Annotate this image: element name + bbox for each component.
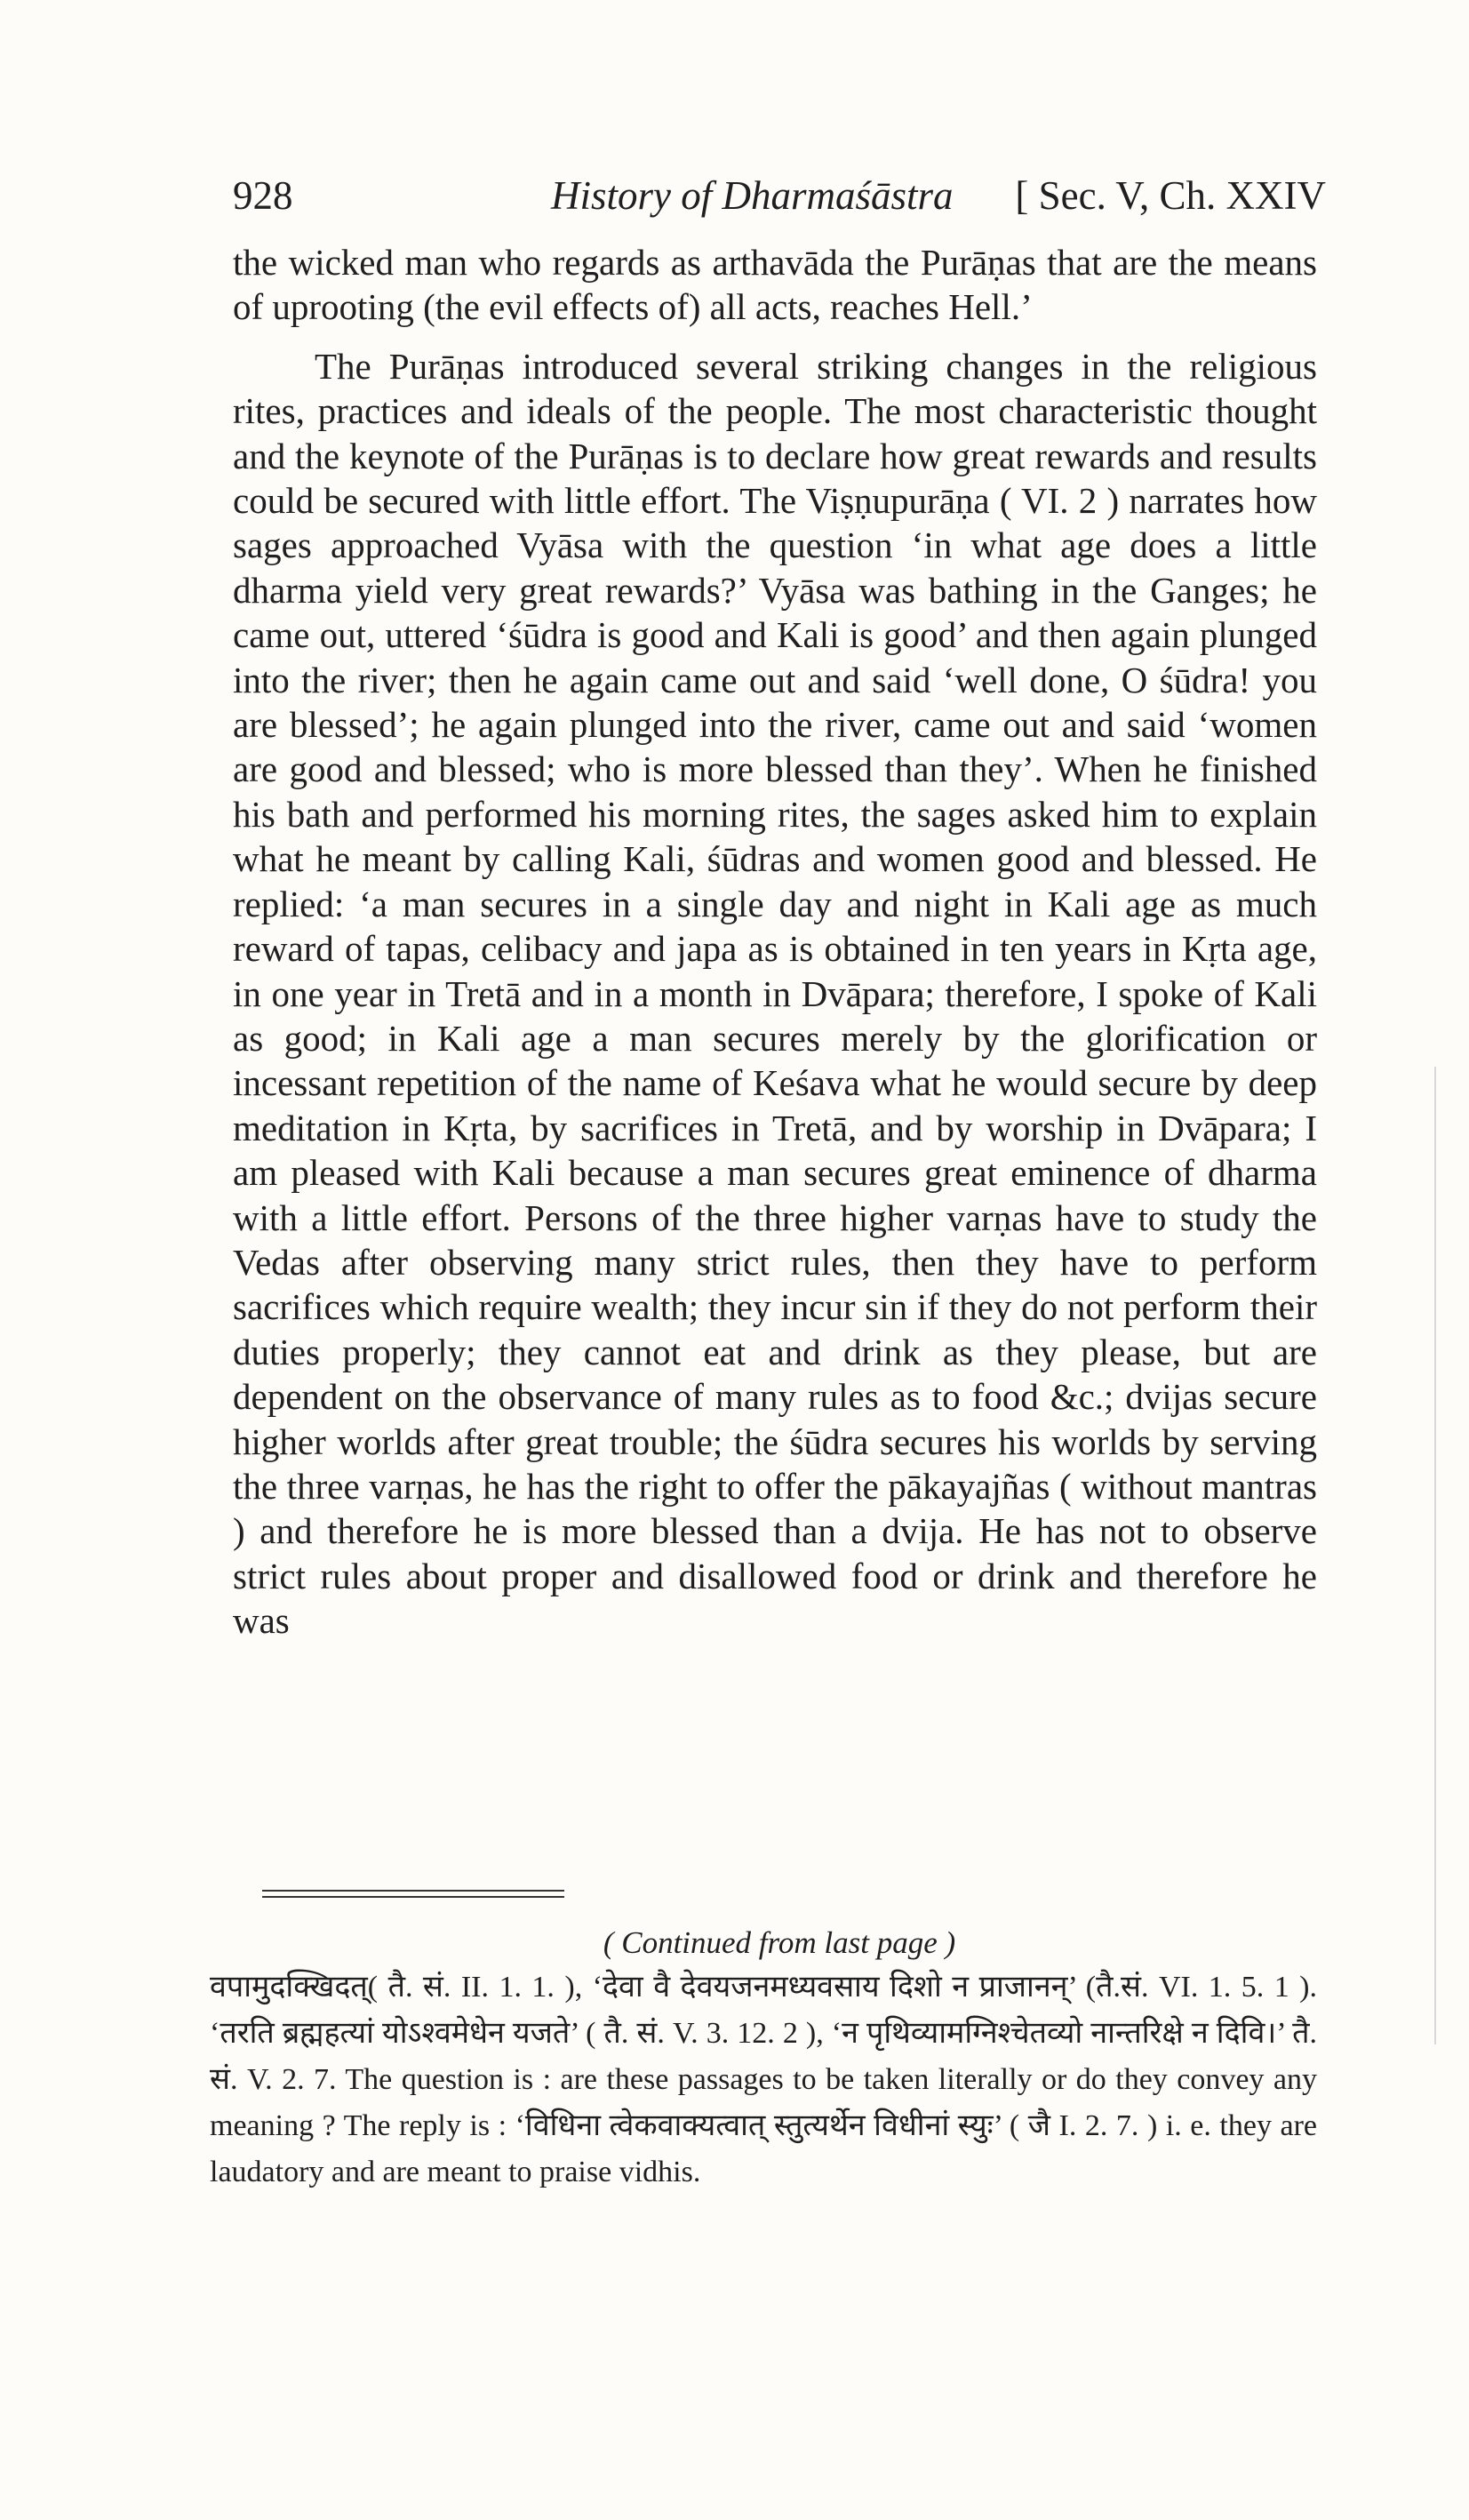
footnote-separator: [262, 1890, 564, 1898]
paragraph-puranas: The Purāṇas introduced several striking changes in the religious rites, practices and ideals of the people. The most characteristic thought and the keynote of the Purāṇas is to declare how great rewards and results could be secured with little effort. The Viṣṇupurāṇa ( VI. 2 ) narrates how sages approached Vyāsa with the question ‘in what age does a little dharma yield very great rewards?’ Vyāsa was bathing in the Ganges; he came out, uttered ‘śūdra is good and Kali is good’ and then again plunged into the river; then he again came out and said ‘well done, O śūdra! you are blessed’; he again plunged into the river, came out and said ‘women are good and blessed; who is more blessed than they’. When he finished his bath and performed his morning rites, the sages asked him to explain what he meant by calling Kali, śūdras and women good and blessed. He replied: ‘a man secures in a single day and night in Kali age as much reward of tapas, celibacy and japa as is obtained in ten years in Kṛta age, in one year in Tretā and in a month in Dvāpara; therefore, I spoke of Kali as good; in Kali age a man secures merely by the glorification or incessant repetition of the name of Keśava what he would secure by deep meditation in Kṛta, by sacrifices in Tretā, and by worship in Dvāpara; I am pleased with Kali because a man secures great eminence of dharma with a little effort. Persons of the three higher varṇas have to study the Vedas after observing many strict rules, then they have to perform sacrifices which require wealth; they incur sin if they do not perform their duties properly; they cannot eat and drink as they please, but are dependent on the observance of many rules as to food &c.; dvijas secure higher worlds after great trouble; the śūdra secures his worlds by serving the three varṇas, he has the right to offer the pākayajñas ( without mantras ) and therefore he is more blessed than a dvija. He has not to observe strict rules about proper and disallowed food or drink and therefore he was: [233, 345, 1317, 1642]
main-text: [233, 240, 1317, 1644]
footnote-text: वपामुदक्खिदत्( तै. सं. II. 1. 1. ), ‘देवा वै देवयजनमध्यवसाय दिशो न प्राजानन्’ (तै.सं. VI. 1. 5. 1 ). ‘तरति ब्रह्महत्यां योऽश्वमेधेन यजते’ ( तै. सं. V. 3. 12. 2 ), ‘न पृथिव्यामग्निश्चेतव्यो नान्तरिक्षे न दिवि।’ तै. सं. V. 2. 7. The question is : are these passages to be taken literally or do they convey any meaning ? The reply is : ‘विधिना त्वेकवाक्यत्वात् स्तुत्यर्थेन विधीनां स्युः’ ( जै I. 2. 7. ) i. e. they are laudatory and are meant to praise vidhis.: [210, 1971, 1317, 2188]
paragraph-continued: the wicked man who regards as arthavāda the Purāṇas that are the means of uprooting (the evil effects of) all acts, reaches Hell.’: [233, 242, 1317, 328]
footnote-continued-label: ( Continued from last page ): [603, 1925, 956, 1960]
section-reference: [ Sec. V, Ch. XXIV: [1015, 173, 1326, 218]
page-number: 928: [233, 173, 293, 218]
book-title: History of Dharmaśāstra: [551, 173, 954, 218]
scan-margin-line: [1434, 1067, 1436, 2044]
running-header: [233, 164, 1326, 227]
